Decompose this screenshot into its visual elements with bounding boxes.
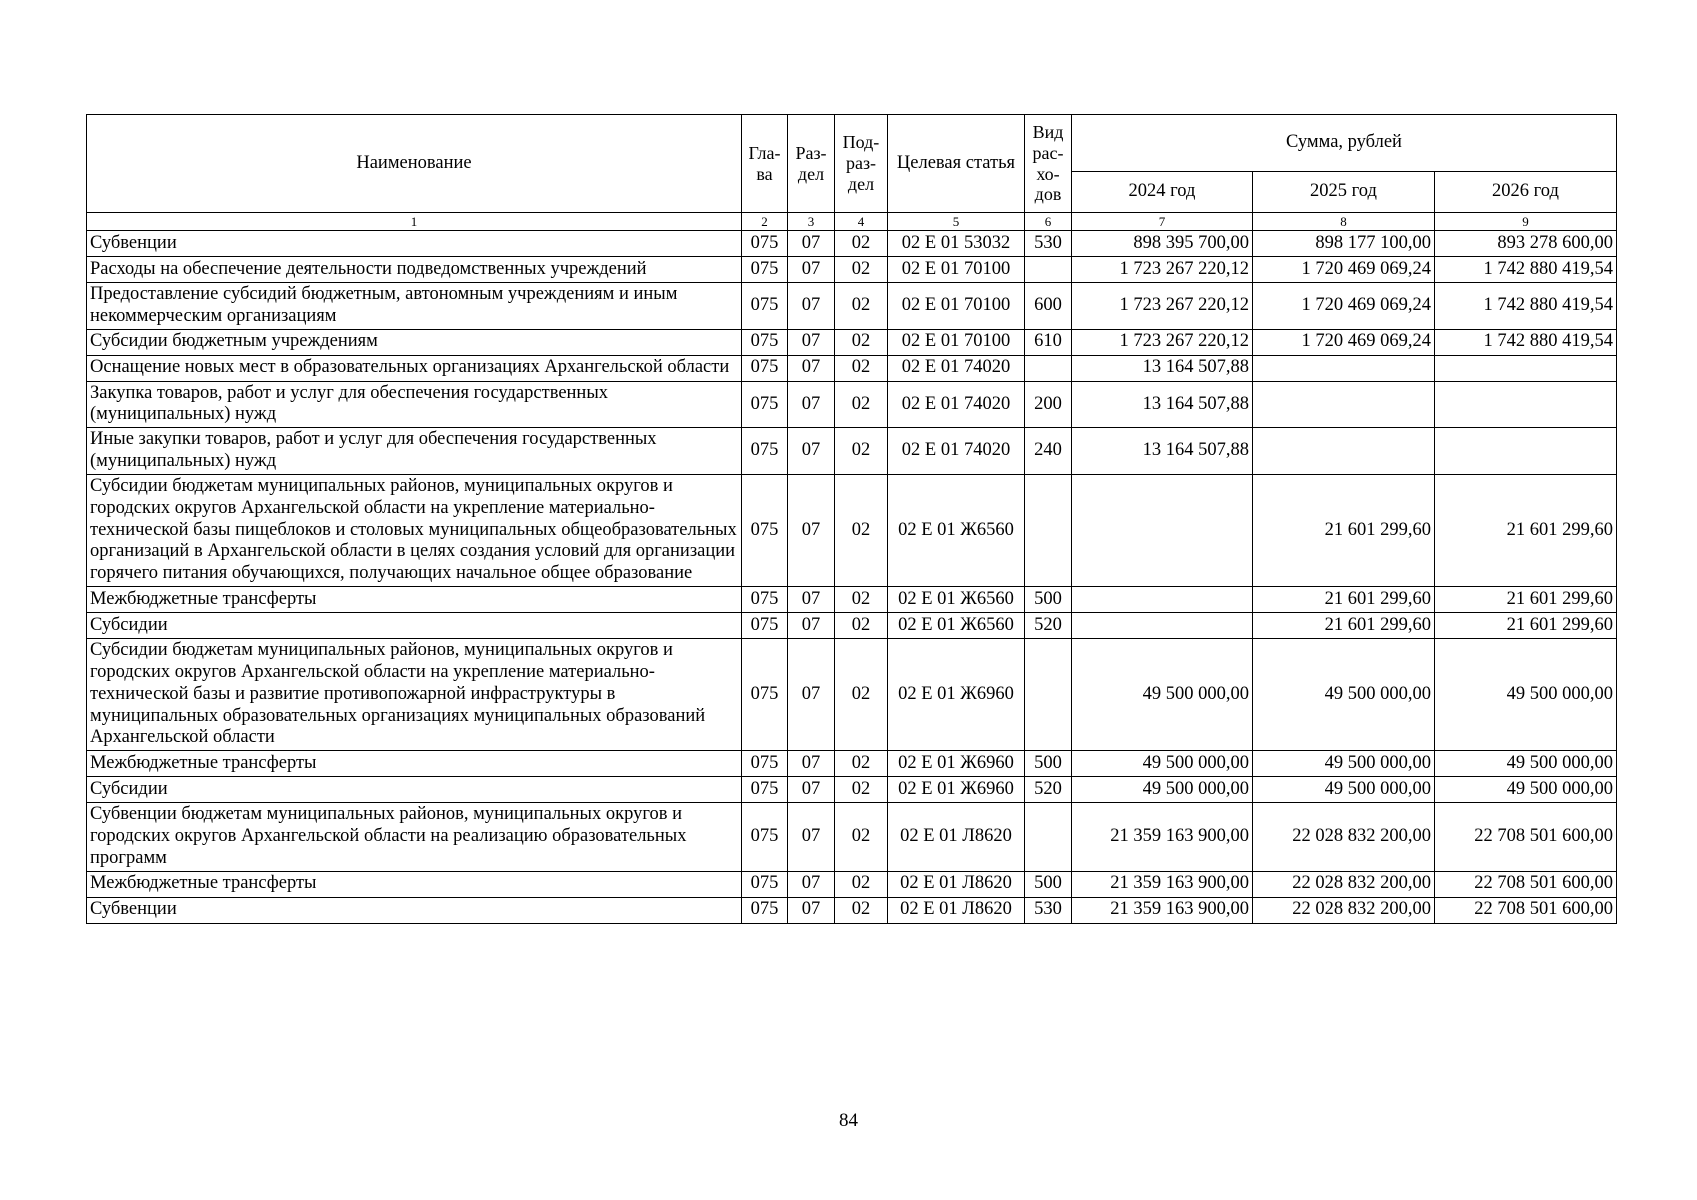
row-section: 07 xyxy=(788,257,835,283)
column-number: 8 xyxy=(1253,213,1435,231)
row-amount-2026: 1 742 880 419,54 xyxy=(1435,257,1617,283)
column-number: 1 xyxy=(87,213,742,231)
row-amount-2024: 13 164 507,88 xyxy=(1072,381,1253,428)
row-expense-type: 520 xyxy=(1025,777,1072,803)
row-subsection: 02 xyxy=(835,474,888,586)
column-number: 9 xyxy=(1435,213,1617,231)
row-amount-2024: 49 500 000,00 xyxy=(1072,777,1253,803)
row-subsection: 02 xyxy=(835,639,888,751)
row-amount-2025 xyxy=(1253,428,1435,475)
row-amount-2025: 22 028 832 200,00 xyxy=(1253,871,1435,897)
row-amount-2026 xyxy=(1435,381,1617,428)
row-subsection: 02 xyxy=(835,231,888,257)
table-row xyxy=(87,474,1617,586)
row-name: Расходы на обеспечение деятельности подведомственных учреждений xyxy=(87,257,742,283)
table-row xyxy=(87,777,1617,803)
row-amount-2025: 21 601 299,60 xyxy=(1253,613,1435,639)
row-amount-2024: 13 164 507,88 xyxy=(1072,428,1253,475)
row-amount-2024: 1 723 267 220,12 xyxy=(1072,329,1253,355)
table-header xyxy=(87,115,1617,231)
row-chapter: 075 xyxy=(742,871,788,897)
row-chapter: 075 xyxy=(742,329,788,355)
row-target-article: 02 Е 01 Ж6560 xyxy=(888,474,1025,586)
table-row xyxy=(87,428,1617,475)
row-name: Межбюджетные трансферты xyxy=(87,587,742,613)
row-subsection: 02 xyxy=(835,777,888,803)
row-amount-2024: 49 500 000,00 xyxy=(1072,639,1253,751)
row-section: 07 xyxy=(788,897,835,923)
row-section: 07 xyxy=(788,381,835,428)
row-name: Субвенции бюджетам муниципальных районов, муниципальных округов и городских округов Архангельской области на реализацию образовательных программ xyxy=(87,803,742,871)
row-subsection: 02 xyxy=(835,897,888,923)
row-section: 07 xyxy=(788,474,835,586)
row-subsection: 02 xyxy=(835,803,888,871)
row-chapter: 075 xyxy=(742,231,788,257)
row-section: 07 xyxy=(788,587,835,613)
row-subsection: 02 xyxy=(835,283,888,330)
row-amount-2024 xyxy=(1072,587,1253,613)
row-target-article: 02 Е 01 74020 xyxy=(888,381,1025,428)
row-chapter: 075 xyxy=(742,897,788,923)
column-number: 5 xyxy=(888,213,1025,231)
table-row xyxy=(87,613,1617,639)
row-expense-type xyxy=(1025,474,1072,586)
row-subsection: 02 xyxy=(835,428,888,475)
row-subsection: 02 xyxy=(835,257,888,283)
row-amount-2024 xyxy=(1072,613,1253,639)
row-name: Субвенции xyxy=(87,231,742,257)
header-sum: Сумма, рублей xyxy=(1072,115,1617,172)
row-amount-2025 xyxy=(1253,381,1435,428)
row-amount-2025: 1 720 469 069,24 xyxy=(1253,329,1435,355)
row-section: 07 xyxy=(788,231,835,257)
row-expense-type xyxy=(1025,639,1072,751)
row-target-article: 02 Е 01 Ж6960 xyxy=(888,751,1025,777)
row-name: Субсидии бюджетам муниципальных районов, муниципальных округов и городских округов Архангельской области на укрепление материально-технической базы и развитие противопожарной инфраструктуры в муниципальных образовательных организациях муниципальных образований Архангельской области xyxy=(87,639,742,751)
row-amount-2024 xyxy=(1072,474,1253,586)
row-target-article: 02 Е 01 74020 xyxy=(888,428,1025,475)
row-chapter: 075 xyxy=(742,587,788,613)
row-chapter: 075 xyxy=(742,777,788,803)
row-expense-type xyxy=(1025,355,1072,381)
header-name: Наименование xyxy=(87,115,742,213)
row-target-article: 02 Е 01 Л8620 xyxy=(888,871,1025,897)
row-amount-2025: 1 720 469 069,24 xyxy=(1253,257,1435,283)
row-expense-type xyxy=(1025,257,1072,283)
table-row xyxy=(87,355,1617,381)
table-row xyxy=(87,751,1617,777)
row-amount-2024: 21 359 163 900,00 xyxy=(1072,871,1253,897)
row-amount-2025: 22 028 832 200,00 xyxy=(1253,897,1435,923)
table-row xyxy=(87,231,1617,257)
row-target-article: 02 Е 01 Л8620 xyxy=(888,803,1025,871)
table-body xyxy=(87,231,1617,924)
page-number: 84 xyxy=(839,1110,858,1131)
table-row xyxy=(87,283,1617,330)
row-amount-2026: 21 601 299,60 xyxy=(1435,587,1617,613)
row-amount-2026: 49 500 000,00 xyxy=(1435,751,1617,777)
row-subsection: 02 xyxy=(835,381,888,428)
header-expense-type: Вид рас-хо-дов xyxy=(1025,115,1072,213)
row-name: Субсидии xyxy=(87,777,742,803)
row-amount-2026: 21 601 299,60 xyxy=(1435,474,1617,586)
row-target-article: 02 Е 01 74020 xyxy=(888,355,1025,381)
column-number: 2 xyxy=(742,213,788,231)
row-amount-2026: 21 601 299,60 xyxy=(1435,613,1617,639)
row-section: 07 xyxy=(788,428,835,475)
row-name: Субсидии бюджетам муниципальных районов, муниципальных округов и городских округов Архангельской области на укрепление материально-технической базы пищеблоков и столовых муниципальных общеобразовательных организаций в Архангельской области в целях создания условий для организации горячего питания обучающихся, получающих начальное общее образование xyxy=(87,474,742,586)
row-chapter: 075 xyxy=(742,428,788,475)
row-name: Иные закупки товаров, работ и услуг для обеспечения государственных (муниципальных) нужд xyxy=(87,428,742,475)
row-amount-2024: 898 395 700,00 xyxy=(1072,231,1253,257)
row-section: 07 xyxy=(788,329,835,355)
row-expense-type: 600 xyxy=(1025,283,1072,330)
row-target-article: 02 Е 01 Ж6960 xyxy=(888,639,1025,751)
header-subsection: Под-раз-дел xyxy=(835,115,888,213)
row-target-article: 02 Е 01 53032 xyxy=(888,231,1025,257)
row-subsection: 02 xyxy=(835,751,888,777)
row-section: 07 xyxy=(788,639,835,751)
row-amount-2025: 21 601 299,60 xyxy=(1253,587,1435,613)
row-amount-2026 xyxy=(1435,355,1617,381)
table-row xyxy=(87,587,1617,613)
row-amount-2026: 49 500 000,00 xyxy=(1435,639,1617,751)
row-amount-2025: 21 601 299,60 xyxy=(1253,474,1435,586)
row-chapter: 075 xyxy=(742,613,788,639)
row-amount-2026: 893 278 600,00 xyxy=(1435,231,1617,257)
row-expense-type: 200 xyxy=(1025,381,1072,428)
row-amount-2024: 21 359 163 900,00 xyxy=(1072,803,1253,871)
row-amount-2024: 1 723 267 220,12 xyxy=(1072,283,1253,330)
row-target-article: 02 Е 01 Ж6560 xyxy=(888,587,1025,613)
column-number: 7 xyxy=(1072,213,1253,231)
row-chapter: 075 xyxy=(742,283,788,330)
row-target-article: 02 Е 01 70100 xyxy=(888,329,1025,355)
row-amount-2026: 1 742 880 419,54 xyxy=(1435,329,1617,355)
row-name: Субвенции xyxy=(87,897,742,923)
row-expense-type: 520 xyxy=(1025,613,1072,639)
row-chapter: 075 xyxy=(742,803,788,871)
row-expense-type: 500 xyxy=(1025,751,1072,777)
column-number: 6 xyxy=(1025,213,1072,231)
row-chapter: 075 xyxy=(742,474,788,586)
row-expense-type: 240 xyxy=(1025,428,1072,475)
table-row xyxy=(87,329,1617,355)
row-section: 07 xyxy=(788,871,835,897)
row-subsection: 02 xyxy=(835,613,888,639)
row-target-article: 02 Е 01 Л8620 xyxy=(888,897,1025,923)
row-amount-2025: 49 500 000,00 xyxy=(1253,751,1435,777)
table-row xyxy=(87,871,1617,897)
row-expense-type: 530 xyxy=(1025,897,1072,923)
table-row xyxy=(87,897,1617,923)
header-chapter: Гла-ва xyxy=(742,115,788,213)
row-amount-2025 xyxy=(1253,355,1435,381)
row-section: 07 xyxy=(788,777,835,803)
column-number: 3 xyxy=(788,213,835,231)
row-amount-2026: 22 708 501 600,00 xyxy=(1435,871,1617,897)
row-amount-2025: 1 720 469 069,24 xyxy=(1253,283,1435,330)
row-section: 07 xyxy=(788,751,835,777)
row-chapter: 075 xyxy=(742,751,788,777)
row-section: 07 xyxy=(788,283,835,330)
header-year-2025: 2025 год xyxy=(1253,172,1435,213)
row-amount-2025: 898 177 100,00 xyxy=(1253,231,1435,257)
row-name: Предоставление субсидий бюджетным, автономным учреждениям и иным некоммерческим организациям xyxy=(87,283,742,330)
row-section: 07 xyxy=(788,613,835,639)
row-subsection: 02 xyxy=(835,871,888,897)
row-chapter: 075 xyxy=(742,355,788,381)
row-chapter: 075 xyxy=(742,639,788,751)
row-name: Субсидии бюджетным учреждениям xyxy=(87,329,742,355)
table-row xyxy=(87,803,1617,871)
row-expense-type: 500 xyxy=(1025,587,1072,613)
row-amount-2026: 22 708 501 600,00 xyxy=(1435,897,1617,923)
row-target-article: 02 Е 01 70100 xyxy=(888,283,1025,330)
row-chapter: 075 xyxy=(742,381,788,428)
header-section: Раз-дел xyxy=(788,115,835,213)
row-subsection: 02 xyxy=(835,355,888,381)
column-number: 4 xyxy=(835,213,888,231)
table-row xyxy=(87,257,1617,283)
row-name: Межбюджетные трансферты xyxy=(87,751,742,777)
row-amount-2026: 1 742 880 419,54 xyxy=(1435,283,1617,330)
row-amount-2026 xyxy=(1435,428,1617,475)
row-amount-2025: 49 500 000,00 xyxy=(1253,777,1435,803)
table-row xyxy=(87,381,1617,428)
row-target-article: 02 Е 01 Ж6560 xyxy=(888,613,1025,639)
row-section: 07 xyxy=(788,355,835,381)
row-expense-type: 500 xyxy=(1025,871,1072,897)
row-subsection: 02 xyxy=(835,329,888,355)
row-subsection: 02 xyxy=(835,587,888,613)
row-amount-2024: 13 164 507,88 xyxy=(1072,355,1253,381)
row-target-article: 02 Е 01 70100 xyxy=(888,257,1025,283)
row-name: Закупка товаров, работ и услуг для обеспечения государственных (муниципальных) нужд xyxy=(87,381,742,428)
budget-table xyxy=(86,114,1617,924)
row-section: 07 xyxy=(788,803,835,871)
header-year-2026: 2026 год xyxy=(1435,172,1617,213)
row-amount-2024: 49 500 000,00 xyxy=(1072,751,1253,777)
row-target-article: 02 Е 01 Ж6960 xyxy=(888,777,1025,803)
row-expense-type: 610 xyxy=(1025,329,1072,355)
row-amount-2024: 21 359 163 900,00 xyxy=(1072,897,1253,923)
row-chapter: 075 xyxy=(742,257,788,283)
row-expense-type xyxy=(1025,803,1072,871)
row-expense-type: 530 xyxy=(1025,231,1072,257)
row-amount-2026: 49 500 000,00 xyxy=(1435,777,1617,803)
header-target-article: Целевая статья xyxy=(888,115,1025,213)
table-row xyxy=(87,639,1617,751)
header-year-2024: 2024 год xyxy=(1072,172,1253,213)
row-name: Субсидии xyxy=(87,613,742,639)
column-numbers-row xyxy=(87,213,1617,231)
row-amount-2025: 22 028 832 200,00 xyxy=(1253,803,1435,871)
row-amount-2026: 22 708 501 600,00 xyxy=(1435,803,1617,871)
row-amount-2025: 49 500 000,00 xyxy=(1253,639,1435,751)
row-amount-2024: 1 723 267 220,12 xyxy=(1072,257,1253,283)
row-name: Межбюджетные трансферты xyxy=(87,871,742,897)
row-name: Оснащение новых мест в образовательных организациях Архангельской области xyxy=(87,355,742,381)
